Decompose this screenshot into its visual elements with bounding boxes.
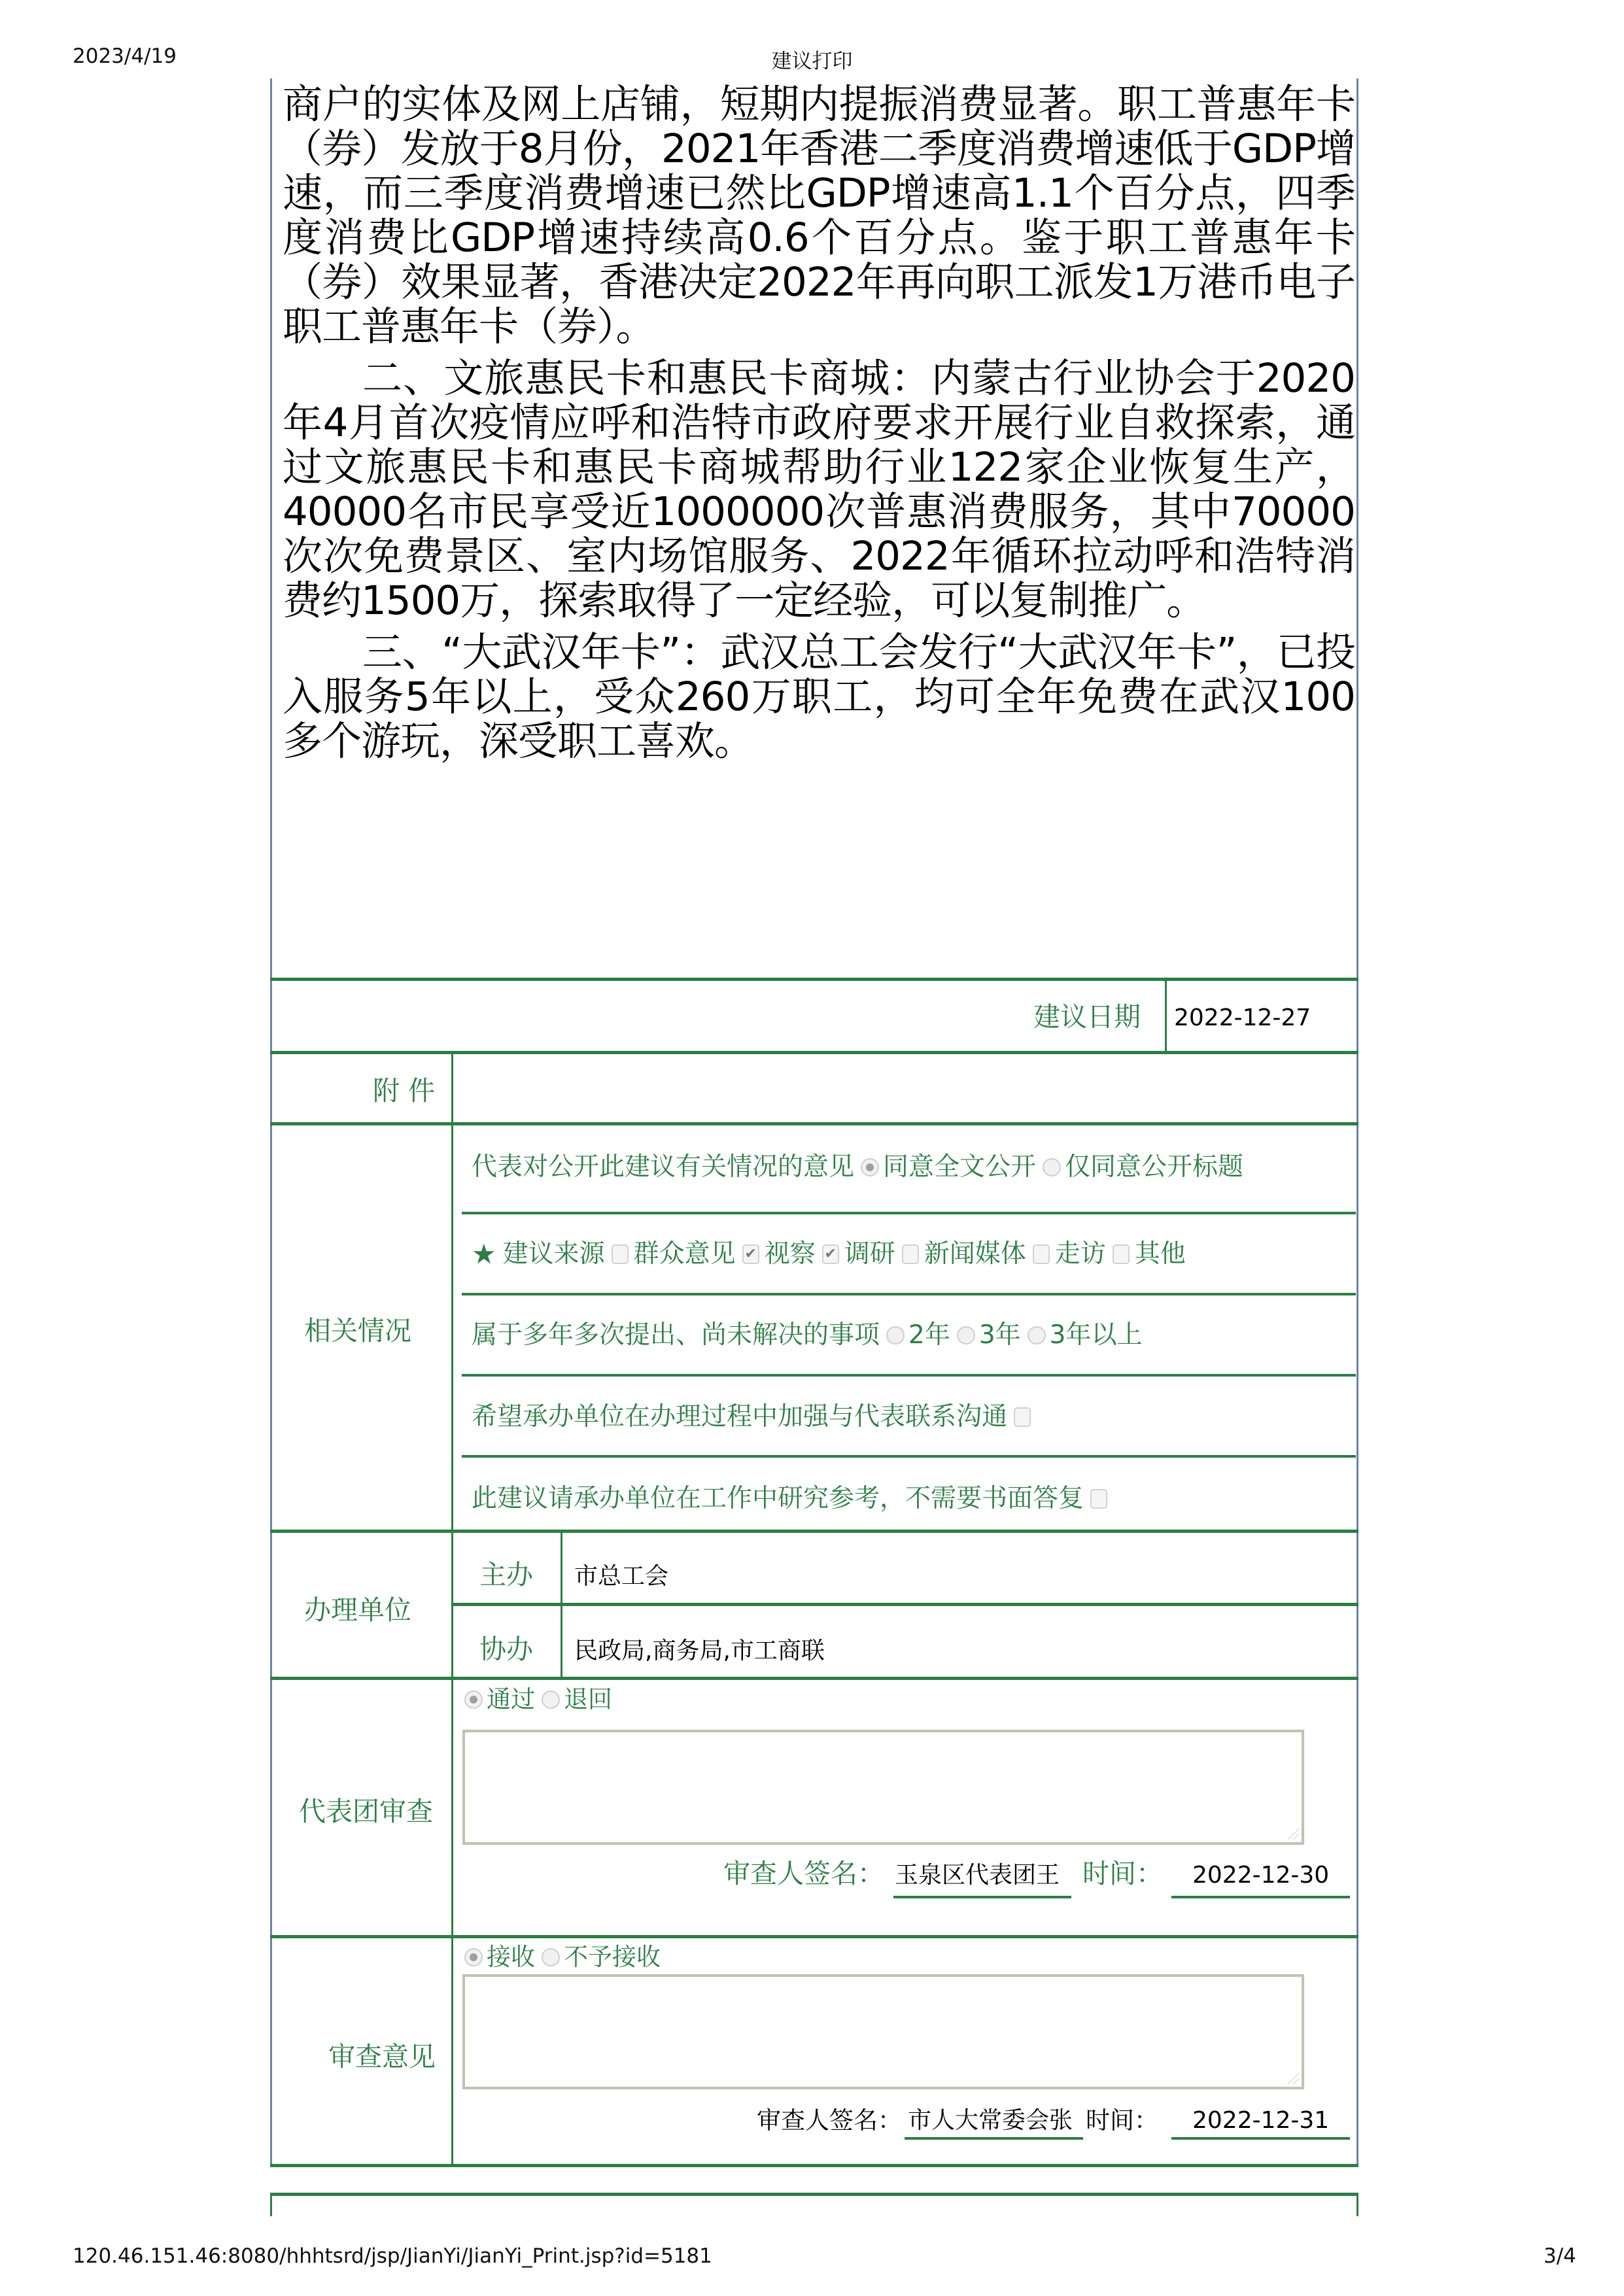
delegation-time-value[interactable]: 2022-12-30 — [1192, 1862, 1330, 1889]
review-option-reject[interactable] — [535, 1941, 661, 1974]
option-label: 仅同意公开标题 — [1065, 1152, 1244, 1182]
source-option[interactable] — [816, 1238, 895, 1271]
review-option-accept[interactable] — [458, 1941, 535, 1974]
body-left-border — [270, 78, 272, 981]
time-underline — [1171, 1896, 1350, 1898]
radio-unchecked-icon[interactable] — [542, 1948, 560, 1966]
source-label: 建议来源 — [502, 1239, 605, 1269]
multi-year-option[interactable] — [950, 1319, 1021, 1352]
assist-unit-value: 民政局,商务局,市工商联 — [574, 1637, 825, 1664]
resize-handle-icon[interactable] — [1286, 1826, 1299, 1840]
date-label: 建议日期 — [1033, 1001, 1141, 1033]
sub-row-divider — [462, 1293, 1356, 1295]
review-signer-value[interactable]: 市人大常委会张 — [908, 2107, 1073, 2134]
review-opinion-label: 审查意见 — [328, 2041, 436, 2072]
body-right-border — [1356, 78, 1358, 981]
radio-unchecked-icon[interactable] — [886, 1326, 905, 1345]
source-option[interactable] — [736, 1238, 816, 1271]
review-signer-label: 审查人签名： — [757, 2106, 902, 2134]
review-time-label: 时间： — [1086, 2106, 1158, 2134]
option-label: 走访 — [1054, 1239, 1106, 1269]
col-divider — [1165, 979, 1167, 1052]
checkbox-unchecked-icon[interactable] — [1014, 1407, 1031, 1427]
delegation-option-return[interactable] — [535, 1683, 612, 1716]
page-number: 3/4 — [1544, 2244, 1576, 2268]
option-label: 其他 — [1134, 1239, 1186, 1269]
communicate-label: 希望承办单位在办理过程中加强与代表联系沟通 — [472, 1402, 1008, 1431]
source-option[interactable] — [895, 1238, 1026, 1271]
signer-underline — [893, 1896, 1071, 1898]
delegation-signer-value[interactable]: 玉泉区代表团王 — [895, 1862, 1060, 1889]
review-time-value[interactable]: 2022-12-31 — [1192, 2107, 1330, 2134]
delegation-review-label: 代表团审查 — [299, 1796, 433, 1827]
source-option[interactable] — [605, 1238, 736, 1271]
sub-row-divider — [462, 1455, 1356, 1458]
disclosure-option-full[interactable] — [854, 1151, 1036, 1184]
option-label: 视察 — [764, 1239, 816, 1269]
time-underline — [1171, 2137, 1350, 2140]
option-label: 接收 — [487, 1943, 535, 1971]
body-paragraph: 二、文旅惠民卡和惠民卡商城：内蒙古行业协会于2020年4月首次疫情应呼和浩特市政府要求开展行业自救探索，通过文旅惠民卡和惠民卡商城帮助行业122家企业恢复生产，40000名市民享受近1000000次普惠消费服务，其中70000次次免费景区、室内场馆服务、2022年循环拉动呼和浩特消费约1500万，探索取得了一定经验，可以复制推广。 — [283, 355, 1355, 624]
attachment-area[interactable] — [455, 1054, 1354, 1122]
related-label: 相关情况 — [304, 1315, 411, 1346]
main-unit-label: 主办 — [479, 1559, 533, 1590]
next-section-left-border — [270, 2193, 272, 2216]
date-value: 2022-12-27 — [1174, 1004, 1311, 1031]
checkbox-checked-icon[interactable]: ✔ — [742, 1244, 759, 1264]
radio-checked-icon[interactable] — [464, 1690, 483, 1709]
option-label: 3年以上 — [1049, 1320, 1143, 1350]
checkbox-unchecked-icon[interactable] — [902, 1244, 919, 1264]
handling-label: 办理单位 — [304, 1594, 411, 1626]
next-section-right-border — [1356, 2193, 1358, 2216]
radio-unchecked-icon[interactable] — [542, 1690, 560, 1709]
review-comment-textarea[interactable] — [462, 1974, 1304, 2089]
table-right-border — [1356, 978, 1358, 2167]
option-label: 退回 — [564, 1685, 612, 1713]
row-divider — [270, 1935, 1358, 1938]
assist-unit-label: 协办 — [479, 1634, 533, 1665]
radio-checked-icon[interactable] — [464, 1948, 483, 1966]
option-label: 同意全文公开 — [883, 1152, 1037, 1182]
checkbox-unchecked-icon[interactable] — [1033, 1244, 1050, 1264]
label-col-divider — [451, 1052, 453, 2165]
star-icon: ★ — [472, 1238, 496, 1270]
radio-unchecked-icon[interactable] — [1028, 1326, 1046, 1345]
source-option[interactable] — [1026, 1238, 1106, 1271]
delegation-comment-textarea[interactable] — [462, 1730, 1304, 1845]
delegation-review-options — [458, 1683, 612, 1716]
multi-year-option[interactable] — [1021, 1319, 1143, 1352]
multi-year-row — [472, 1319, 1143, 1352]
checkbox-unchecked-icon[interactable] — [1090, 1489, 1107, 1509]
option-label: 3年 — [978, 1320, 1021, 1350]
option-label: 群众意见 — [633, 1239, 736, 1269]
no-reply-label: 此建议请承办单位在工作中研究参考，不需要书面答复 — [472, 1484, 1084, 1513]
disclosure-row — [472, 1151, 1243, 1184]
radio-checked-icon[interactable] — [861, 1158, 879, 1176]
next-section-top-border — [270, 2193, 1358, 2196]
communicate-row — [472, 1401, 1036, 1433]
row-divider — [270, 978, 1358, 981]
signer-underline — [905, 2137, 1083, 2140]
attachment-label: 附 件 — [373, 1075, 436, 1106]
source-row — [472, 1238, 1186, 1271]
review-opinion-options — [458, 1941, 661, 1974]
main-unit-value: 市总工会 — [574, 1563, 669, 1590]
no-reply-row — [472, 1482, 1113, 1515]
row-divider — [270, 1677, 1358, 1680]
print-date: 2023/4/19 — [73, 44, 177, 68]
page-url: 120.46.151.46:8080/hhhtsrd/jsp/JianYi/JianYi_Print.jsp?id=5181 — [73, 2244, 712, 2268]
radio-unchecked-icon[interactable] — [957, 1326, 975, 1345]
option-label: 新闻媒体 — [924, 1239, 1026, 1269]
disclosure-label: 代表对公开此建议有关情况的意见 — [472, 1152, 855, 1182]
radio-unchecked-icon[interactable] — [1043, 1158, 1061, 1176]
disclosure-option-title[interactable] — [1036, 1151, 1243, 1184]
sub-row-divider — [462, 1374, 1356, 1377]
checkbox-unchecked-icon[interactable] — [612, 1244, 629, 1264]
source-option[interactable] — [1106, 1238, 1186, 1271]
option-label: 2年 — [908, 1320, 950, 1350]
sub-row-divider — [462, 1212, 1356, 1214]
sub-row-divider — [453, 1603, 1358, 1606]
row-divider — [270, 1122, 1358, 1125]
row-divider — [270, 1530, 1358, 1533]
option-label: 不予接收 — [564, 1943, 661, 1971]
option-label: 通过 — [487, 1685, 535, 1713]
delegation-signer-label: 审查人签名： — [723, 1858, 884, 1889]
table-bottom-border — [270, 2164, 1358, 2167]
table-left-border — [270, 978, 272, 2167]
suggestion-body — [283, 82, 1355, 771]
multi-year-label: 属于多年多次提出、尚未解决的事项 — [472, 1320, 880, 1350]
body-paragraph: 三、“大武汉年卡”：武汉总工会发行“大武汉年卡”，已投入服务5年以上，受众260万职工，均可全年免费在武汉100多个游玩，深受职工喜欢。 — [283, 629, 1355, 764]
option-label: 调研 — [844, 1239, 895, 1269]
multi-year-option[interactable] — [880, 1319, 950, 1352]
resize-handle-icon[interactable] — [1286, 2071, 1299, 2084]
delegation-option-pass[interactable] — [458, 1683, 535, 1716]
page-title: 建议打印 — [771, 50, 853, 73]
body-paragraph: 商户的实体及网上店铺，短期内提振消费显著。职工普惠年卡（券）发放于8月份，2021年香港二季度消费增速低于GDP增速，而三季度消费增速已然比GDP增速高1.1个百分点，四季度消费比GDP增速持续高0.6个百分点。鉴于职工普惠年卡（券）效果显著，香港决定2022年再向职工派发1万港币电子职工普惠年卡（券）。 — [283, 81, 1355, 350]
checkbox-checked-icon[interactable]: ✔ — [822, 1244, 839, 1264]
delegation-time-label: 时间： — [1082, 1858, 1163, 1889]
checkbox-unchecked-icon[interactable] — [1113, 1244, 1130, 1264]
